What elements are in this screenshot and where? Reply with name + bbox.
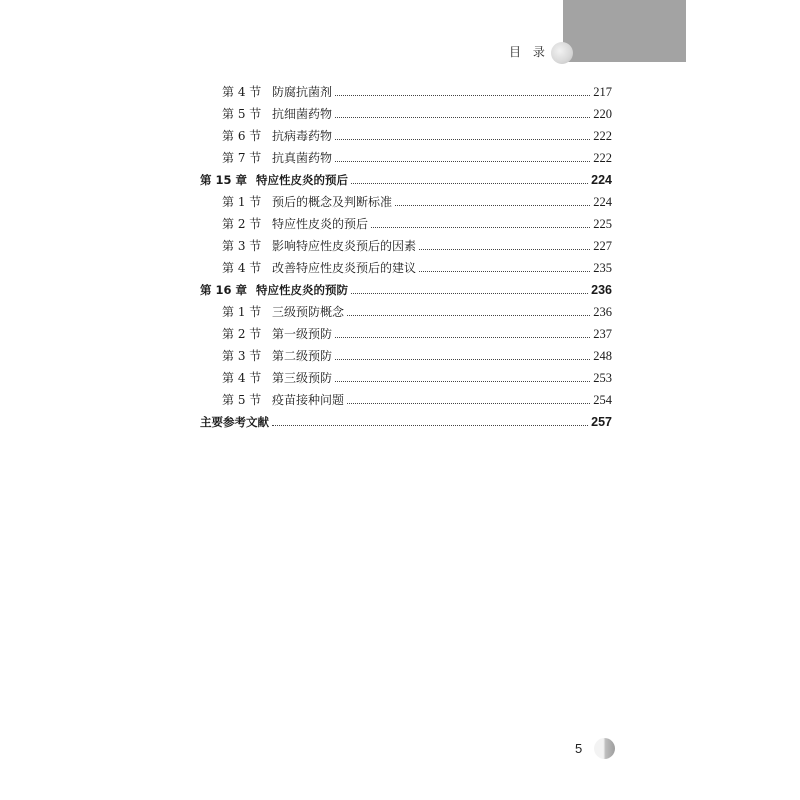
toc-entry-page: 236: [593, 305, 612, 319]
dot-leader: [335, 117, 590, 118]
toc-chapter[interactable]: [200, 278, 612, 298]
dot-leader: [335, 359, 590, 360]
toc-entry-title: 第三级预防: [272, 371, 333, 385]
toc-entry-title: 三级预防概念: [272, 305, 345, 319]
toc-entry-page: 222: [593, 129, 612, 143]
header-title: 目 录: [509, 45, 549, 59]
dot-leader: [347, 403, 590, 404]
header-band: [563, 0, 686, 62]
toc-entry-number: 第 2 节: [222, 217, 262, 231]
toc-chapter-number: 第 16 章: [200, 283, 248, 297]
toc-entry-title: 影响特应性皮炎预后的因素: [272, 239, 417, 253]
toc-entry[interactable]: [222, 256, 612, 276]
toc-entry[interactable]: [222, 366, 612, 386]
toc-entry-number: 第 3 节: [222, 349, 262, 363]
toc-entry-title: 改善特应性皮炎预后的建议: [272, 261, 417, 275]
toc-entry[interactable]: [222, 190, 612, 210]
toc-entry-page: 222: [593, 151, 612, 165]
dot-leader: [371, 227, 590, 228]
toc-entry[interactable]: [222, 124, 612, 144]
header-circle-ornament: [551, 42, 573, 64]
toc-entry-page: 225: [593, 217, 612, 231]
toc-entry-title: 第一级预防: [272, 327, 333, 341]
toc-chapter-number: 第 15 章: [200, 173, 248, 187]
toc-references[interactable]: [200, 410, 612, 430]
toc-entry-number: 第 1 节: [222, 305, 262, 319]
toc-entry-title: 抗细菌药物: [272, 107, 333, 121]
dot-leader: [351, 183, 588, 184]
toc-entry-page: 217: [593, 85, 612, 99]
toc-entry-page: 248: [593, 349, 612, 363]
dot-leader: [419, 249, 590, 250]
dot-leader: [335, 95, 590, 96]
toc-references-title: 主要参考文献: [200, 415, 269, 429]
dot-leader: [272, 425, 588, 426]
dot-leader: [395, 205, 590, 206]
toc-entry[interactable]: [222, 234, 612, 254]
toc-entry-page: 254: [593, 393, 612, 407]
toc-entry-title: 特应性皮炎的预后: [272, 217, 369, 231]
toc-entry-number: 第 1 节: [222, 195, 262, 209]
toc-entry-title: 第二级预防: [272, 349, 333, 363]
toc-chapter[interactable]: [200, 168, 612, 188]
dot-leader: [335, 139, 590, 140]
toc-entry-title: 预后的概念及判断标准: [272, 195, 393, 209]
toc-entry-page: 253: [593, 371, 612, 385]
toc-entry-page: 220: [593, 107, 612, 121]
toc-chapter-page: 224: [591, 173, 612, 187]
toc-entry-page: 227: [593, 239, 612, 253]
dot-leader: [419, 271, 590, 272]
dot-leader: [351, 293, 588, 294]
toc-chapter-title: 特应性皮炎的预后: [256, 173, 348, 187]
toc-entry-number: 第 5 节: [222, 107, 262, 121]
toc-entry[interactable]: [222, 344, 612, 364]
toc-entry-number: 第 5 节: [222, 393, 262, 407]
toc-entry[interactable]: [222, 388, 612, 408]
toc-entry[interactable]: [222, 80, 612, 100]
toc-chapter-page: 236: [591, 283, 612, 297]
toc-chapter-title: 特应性皮炎的预防: [256, 283, 348, 297]
toc-entry[interactable]: [222, 146, 612, 166]
toc-entry-number: 第 7 节: [222, 151, 262, 165]
toc-entry-number: 第 3 节: [222, 239, 262, 253]
toc-entry-title: 抗真菌药物: [272, 151, 333, 165]
dot-leader: [347, 315, 590, 316]
toc-entry-number: 第 4 节: [222, 261, 262, 275]
toc-entry-page: 224: [593, 195, 612, 209]
toc-entry-number: 第 4 节: [222, 85, 262, 99]
toc-entry-title: 防腐抗菌剂: [272, 85, 333, 99]
toc-entry-page: 235: [593, 261, 612, 275]
toc-entry[interactable]: [222, 300, 612, 320]
toc-references-page: 257: [591, 415, 612, 429]
toc-entry-number: 第 4 节: [222, 371, 262, 385]
toc-entry[interactable]: [222, 102, 612, 122]
toc-entry-number: 第 2 节: [222, 327, 262, 341]
dot-leader: [335, 381, 590, 382]
toc-entry-title: 抗病毒药物: [272, 129, 333, 143]
toc-entry[interactable]: [222, 322, 612, 342]
dot-leader: [335, 337, 590, 338]
toc-entry-page: 237: [593, 327, 612, 341]
footer-circle-ornament: [594, 738, 615, 759]
toc-entry-title: 疫苗接种问题: [272, 393, 345, 407]
page-number: 5: [575, 741, 583, 756]
toc-entry[interactable]: [222, 212, 612, 232]
dot-leader: [335, 161, 590, 162]
toc-entry-number: 第 6 节: [222, 129, 262, 143]
